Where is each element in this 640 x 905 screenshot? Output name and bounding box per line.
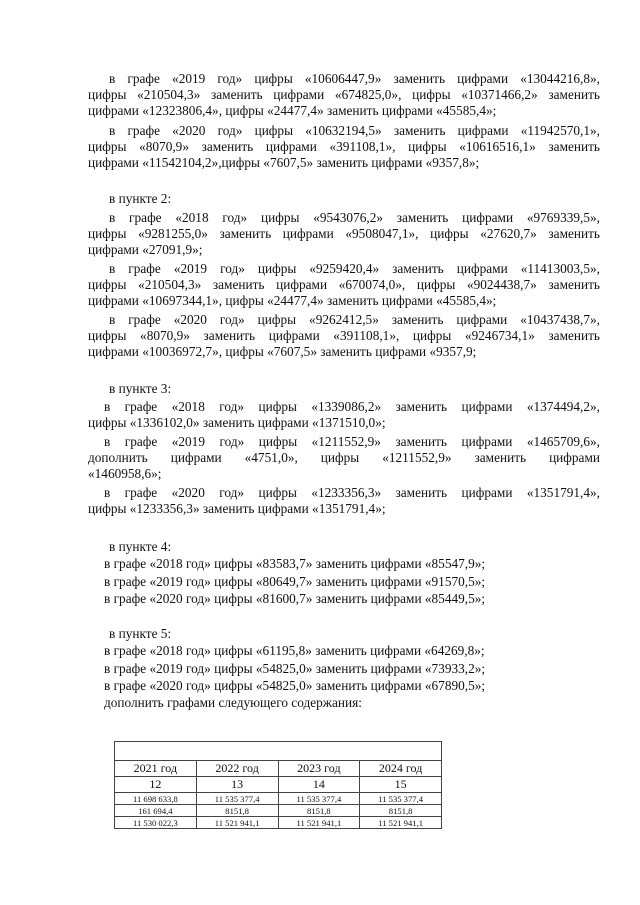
- column-number: 13: [196, 777, 278, 793]
- text-line: «1460958,6»;: [88, 466, 162, 481]
- text-line: в графе «2020 год» цифры «1233356,3» заменить цифрами «1351791,4»,: [104, 485, 600, 500]
- text-line: в графе «2020 год» цифры «54825,0» заменить цифрами «67890,5»;: [104, 678, 486, 693]
- text-line: в графе «2020 год» цифры «10632194,5» заменить цифрами «11942570,1»,: [109, 123, 600, 138]
- text-line: в графе «2018 год» цифры «83583,7» заменить цифрами «85547,9»;: [104, 556, 486, 571]
- text-line: дополнить цифрами «4751,0», цифры «1211552,9» заменить цифрами: [88, 450, 600, 465]
- text-line: цифры «1233356,3» заменить цифрами «1351791,4»;: [88, 501, 386, 516]
- text-line: цифрами «10036972,7», цифры «7607,5» заменить цифрами «9357,9;: [88, 344, 477, 359]
- table-cell: 8151,8: [360, 805, 442, 817]
- text-line: цифрами «27091,9»;: [88, 242, 203, 257]
- column-number-row: [115, 777, 442, 793]
- text-line: цифрами «12323806,4», цифры «24477,4» заменить цифрами «45585,4»;: [88, 103, 497, 118]
- text-line: в пункте 5:: [109, 626, 172, 641]
- text-line: цифры «8070,9» заменить цифрами «391108,1», цифры «10616516,1» заменить: [88, 139, 600, 154]
- table-cell: 11 698 633,8: [115, 793, 197, 805]
- table-cell: 11 535 377,4: [196, 793, 278, 805]
- text-line: в пункте 2:: [109, 191, 172, 206]
- table-cell: 11 530 022,3: [115, 817, 197, 829]
- text-line: цифры «210504,3» заменить цифрами «670074,0», цифры «9024438,7» заменить: [88, 277, 600, 292]
- text-line: в графе «2020 год» цифры «9262412,5» заменить цифрами «10437438,7»,: [109, 312, 600, 327]
- table-cell: 11 521 941,1: [196, 817, 278, 829]
- text-line: в графе «2019 год» цифры «54825,0» заменить цифрами «73933,2»;: [104, 661, 486, 676]
- table-row: [115, 793, 442, 805]
- column-header: 2021 год: [115, 761, 197, 777]
- table-row: [115, 817, 442, 829]
- column-number: 12: [115, 777, 197, 793]
- column-number: 15: [360, 777, 442, 793]
- column-header: 2023 год: [278, 761, 360, 777]
- text-line: дополнить графами следующего содержания:: [104, 695, 362, 710]
- text-line: в пункте 3:: [109, 381, 172, 396]
- column-header: 2022 год: [196, 761, 278, 777]
- text-line: цифрами «10697344,1», цифры «24477,4» заменить цифрами «45585,4»;: [88, 293, 497, 308]
- column-header: 2024 год: [360, 761, 442, 777]
- text-line: в графе «2019 год» цифры «80649,7» заменить цифрами «91570,5»;: [104, 574, 486, 589]
- text-line: цифры «9281255,0» заменить цифрами «9508047,1», цифры «27620,7» заменить: [88, 226, 600, 241]
- table-cell: 11 521 941,1: [278, 817, 360, 829]
- table-row: [115, 805, 442, 817]
- text-line: цифры «8070,9» заменить цифрами «391108,1», цифры «9246734,1» заменить: [88, 328, 600, 343]
- text-line: цифры «210504,3» заменить цифрами «674825,0», цифры «10371466,2» заменить: [88, 87, 600, 102]
- table-cell: 8151,8: [278, 805, 360, 817]
- text-line: цифрами «11542104,2»,цифры «7607,5» заменить цифрами «9357,8»;: [88, 155, 480, 170]
- text-line: в графе «2020 год» цифры «81600,7» заменить цифрами «85449,5»;: [104, 591, 486, 606]
- text-line: в графе «2019 год» цифры «9259420,4» заменить цифрами «11413003,5»,: [109, 261, 600, 276]
- table-cell: 11 535 377,4: [360, 793, 442, 805]
- text-line: в графе «2019 год» цифры «10606447,9» заменить цифрами «13044216,8»,: [109, 71, 600, 86]
- text-line: в графе «2018 год» цифры «61195,8» заменить цифрами «64269,8»;: [104, 643, 485, 658]
- column-number: 14: [278, 777, 360, 793]
- table-cell: 11 535 377,4: [278, 793, 360, 805]
- text-line: цифры «1336102,0» заменить цифрами «1371510,0»;: [88, 415, 386, 430]
- text-line: в графе «2018 год» цифры «1339086,2» заменить цифрами «1374494,2»,: [104, 399, 600, 414]
- amendment-table: [114, 741, 442, 829]
- text-line: в графе «2019 год» цифры «1211552,9» заменить цифрами «1465709,6»,: [104, 434, 600, 449]
- text-line: в пункте 4:: [109, 539, 172, 554]
- table-cell: 161 694,4: [115, 805, 197, 817]
- table-caption-cell: [115, 742, 442, 761]
- table-header-row: [115, 761, 442, 777]
- table-cell: 11 521 941,1: [360, 817, 442, 829]
- table-caption-row: [115, 742, 442, 761]
- text-line: в графе «2018 год» цифры «9543076,2» заменить цифрами «9769339,5»,: [109, 210, 600, 225]
- table-cell: 8151,8: [196, 805, 278, 817]
